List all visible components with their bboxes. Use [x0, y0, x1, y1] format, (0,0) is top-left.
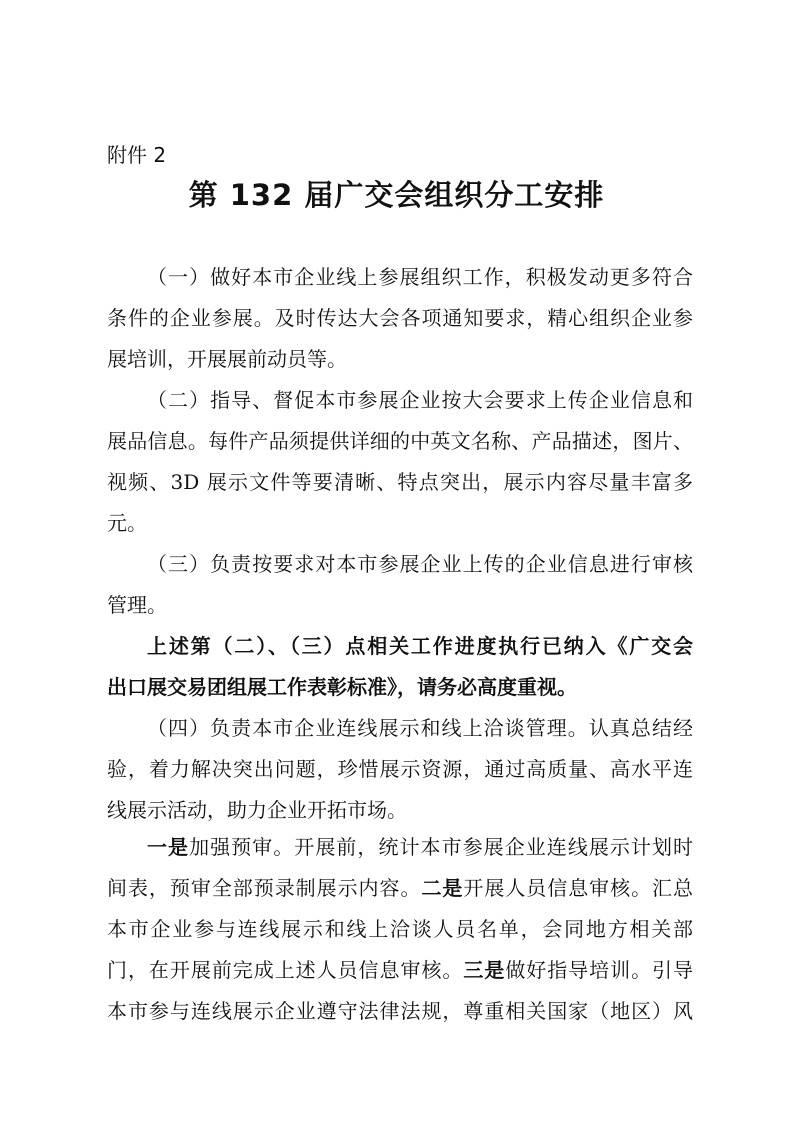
- body-line: 展品信息。每件产品须提供详细的中英文名称、产品描述，图片、: [107, 429, 693, 453]
- body-line: （一）做好本市企业线上参展组织工作，积极发动更多符合: [147, 265, 693, 289]
- para5-line-1-text: 加强预审。开展前，统计本市参展企业连线展示计划时: [189, 835, 694, 859]
- emphasis-second: 二是: [421, 876, 464, 900]
- para5-line-4: [107, 955, 693, 985]
- body-line: （二）指导、督促本市参展企业按大会要求上传企业信息和: [147, 388, 693, 412]
- emphasis-first: 一是: [147, 835, 190, 859]
- para5-line-2: [107, 873, 693, 903]
- body-line: 展培训，开展展前动员等。: [107, 347, 347, 371]
- para5-line-1: [147, 832, 693, 862]
- body-line: 元。: [107, 511, 147, 535]
- para5-line-3: [107, 914, 693, 944]
- body-line: 视频、3D 展示文件等要清晰、特点突出，展示内容尽量丰富多: [107, 470, 693, 494]
- para5-line-2-text-b: 开展人员信息审核。汇总: [463, 876, 694, 900]
- body-line: 验，着力解决突出问题，珍惜展示资源，通过高质量、高水平连: [107, 757, 693, 781]
- body-line: （三）负责按要求对本市参展企业上传的企业信息进行审核: [147, 552, 693, 576]
- body-line: 管理。: [107, 593, 167, 617]
- para5-line-5-text: 本市参与连线展示企业遵守法律法规，尊重相关国家（地区）风: [107, 999, 693, 1023]
- body-line: 条件的企业参展。及时传达大会各项通知要求，精心组织企业参: [107, 306, 693, 330]
- para5-line-4-text-a: 门，在开展前完成上述人员信息审核。: [107, 958, 464, 982]
- page-title: 第 132 届广交会组织分工安排: [188, 178, 605, 212]
- body-line: 线展示活动，助力企业开拓市场。: [107, 798, 407, 822]
- emphasis-third: 三是: [463, 958, 506, 982]
- body-line: 上述第（二）、（三）点相关工作进度执行已纳入《广交会: [147, 634, 693, 658]
- body-line: （四）负责本市企业连线展示和线上洽谈管理。认真总结经: [147, 716, 693, 740]
- para5-line-4-text-b: 做好指导培训。引导: [505, 958, 694, 982]
- para5-line-3-text: 本市企业参与连线展示和线上洽谈人员名单，会同地方相关部: [107, 917, 693, 941]
- para5-line-5: [107, 996, 693, 1026]
- body-line: 出口展交易团组展工作表彰标准》，请务必高度重视。: [107, 675, 577, 699]
- para5-line-2-text-a: 间表，预审全部预录制展示内容。: [107, 876, 422, 900]
- attachment-label: 附件 2: [107, 143, 167, 167]
